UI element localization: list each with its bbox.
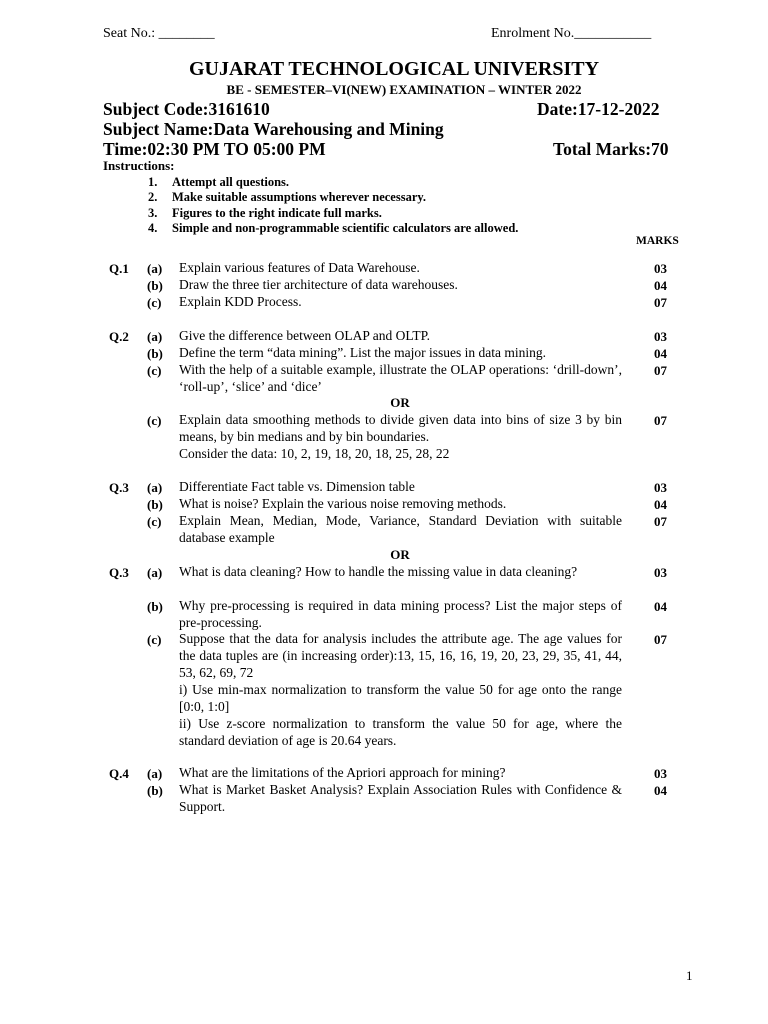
question-text: Suppose that the data for analysis includes the attribute age. The age values for the data tuples are (in increasing order):13, 15, 16, 16, 19, 20, 23, 29, 35, 41, 44, 53, 62, 69, 72 i) Use min-max normalization to transform the value 50 for age onto the range [0:0, 1:0] ii) Use z-score normalization to transform the value 50 for age, where the standard deviation of age is 20.64 years. (179, 631, 622, 748)
sub-question-label: (c) (147, 632, 162, 647)
question-marks: 03 (654, 565, 667, 580)
sub-question-label: (c) (147, 295, 162, 310)
question-marks: 03 (654, 766, 667, 781)
question-text: Explain data smoothing methods to divide given data into bins of size 3 by bin means, by bin medians and by bin boundaries. Consider the data: 10, 2, 19, 18, 20, 18, 25, 28, 22 (179, 412, 622, 461)
exam-title: BE - SEMESTER–VI(NEW) EXAMINATION – WINTER 2022 (226, 82, 582, 97)
question-marks: 04 (654, 783, 667, 798)
question-text: Define the term “data mining”. List the major issues in data mining. (179, 345, 547, 360)
total-marks: Total Marks:70 (553, 139, 669, 159)
question-text: With the help of a suitable example, illustrate the OLAP operations: ‘drill-down’, ‘roll-up’, ‘slice’ and ‘dice’ (179, 362, 622, 394)
question-marks: 03 (654, 480, 667, 495)
question-text: Explain Mean, Median, Mode, Variance, Standard Deviation with suitable database example (179, 513, 622, 545)
instruction-item: 2. Make suitable assumptions wherever necessary. (148, 190, 427, 204)
question-number: Q.1 (109, 261, 129, 276)
question-text: What is data cleaning? How to handle the missing value in data cleaning? (179, 564, 578, 579)
sub-question-label: (b) (147, 497, 163, 512)
sub-question-label: (a) (147, 480, 163, 495)
sub-question-label: (b) (147, 599, 163, 614)
question-text: Explain various features of Data Warehouse. (179, 260, 420, 275)
question-marks: 04 (654, 346, 667, 361)
enrolment-number-field: Enrolment No.___________ (491, 26, 652, 41)
question-marks: 07 (654, 514, 667, 529)
sub-question-label: (b) (147, 278, 163, 293)
question-marks: 04 (654, 497, 667, 512)
question-text: What is Market Basket Analysis? Explain Association Rules with Confidence & Support. (179, 782, 622, 814)
question-marks: 07 (654, 363, 667, 378)
question-text: What is noise? Explain the various noise removing methods. (179, 496, 507, 511)
question-text: What are the limitations of the Apriori approach for mining? (179, 765, 506, 780)
question-text: Draw the three tier architecture of data warehouses. (179, 277, 458, 292)
sub-question-label: (b) (147, 346, 163, 361)
exam-time: Time:02:30 PM TO 05:00 PM (103, 139, 326, 159)
subject-name: Subject Name:Data Warehousing and Mining (103, 119, 444, 139)
sub-question-label: (a) (147, 766, 163, 781)
question-marks: 04 (654, 599, 667, 614)
question-marks: 07 (654, 632, 667, 647)
sub-question-label: (b) (147, 783, 163, 798)
instruction-item: 4. Simple and non-programmable scientific calculators are allowed. (148, 221, 519, 235)
question-marks: 04 (654, 278, 667, 293)
marks-column-heading: MARKS (636, 235, 679, 247)
sub-question-label: (a) (147, 329, 163, 344)
question-marks: 07 (654, 295, 667, 310)
question-number: Q.3 (109, 565, 129, 580)
sub-question-label: (c) (147, 413, 162, 428)
exam-date: Date:17-12-2022 (537, 99, 660, 119)
question-number: Q.3 (109, 480, 129, 495)
question-text: Explain KDD Process. (179, 294, 302, 309)
sub-question-label: (a) (147, 261, 163, 276)
or-divider: OR (390, 547, 410, 562)
instruction-item: 1. Attempt all questions. (148, 175, 290, 189)
or-divider: OR (390, 395, 410, 410)
question-marks: 03 (654, 329, 667, 344)
subject-code: Subject Code:3161610 (103, 99, 270, 119)
question-number: Q.2 (109, 329, 129, 344)
sub-question-label: (c) (147, 514, 162, 529)
question-text: Give the difference between OLAP and OLTP. (179, 328, 431, 343)
sub-question-label: (a) (147, 565, 163, 580)
sub-question-label: (c) (147, 363, 162, 378)
question-number: Q.4 (109, 766, 129, 781)
page-number: 1 (686, 968, 693, 983)
seat-number-field: Seat No.: ________ (103, 26, 215, 41)
instruction-item: 3. Figures to the right indicate full marks. (148, 206, 382, 220)
question-marks: 03 (654, 261, 667, 276)
question-text: Why pre-processing is required in data mining process? List the major steps of pre-processing. (179, 598, 622, 630)
question-marks: 07 (654, 413, 667, 428)
question-text: Differentiate Fact table vs. Dimension table (179, 479, 415, 494)
instructions-heading: Instructions: (103, 158, 175, 173)
university-title: GUJARAT TECHNOLOGICAL UNIVERSITY (188, 58, 600, 80)
